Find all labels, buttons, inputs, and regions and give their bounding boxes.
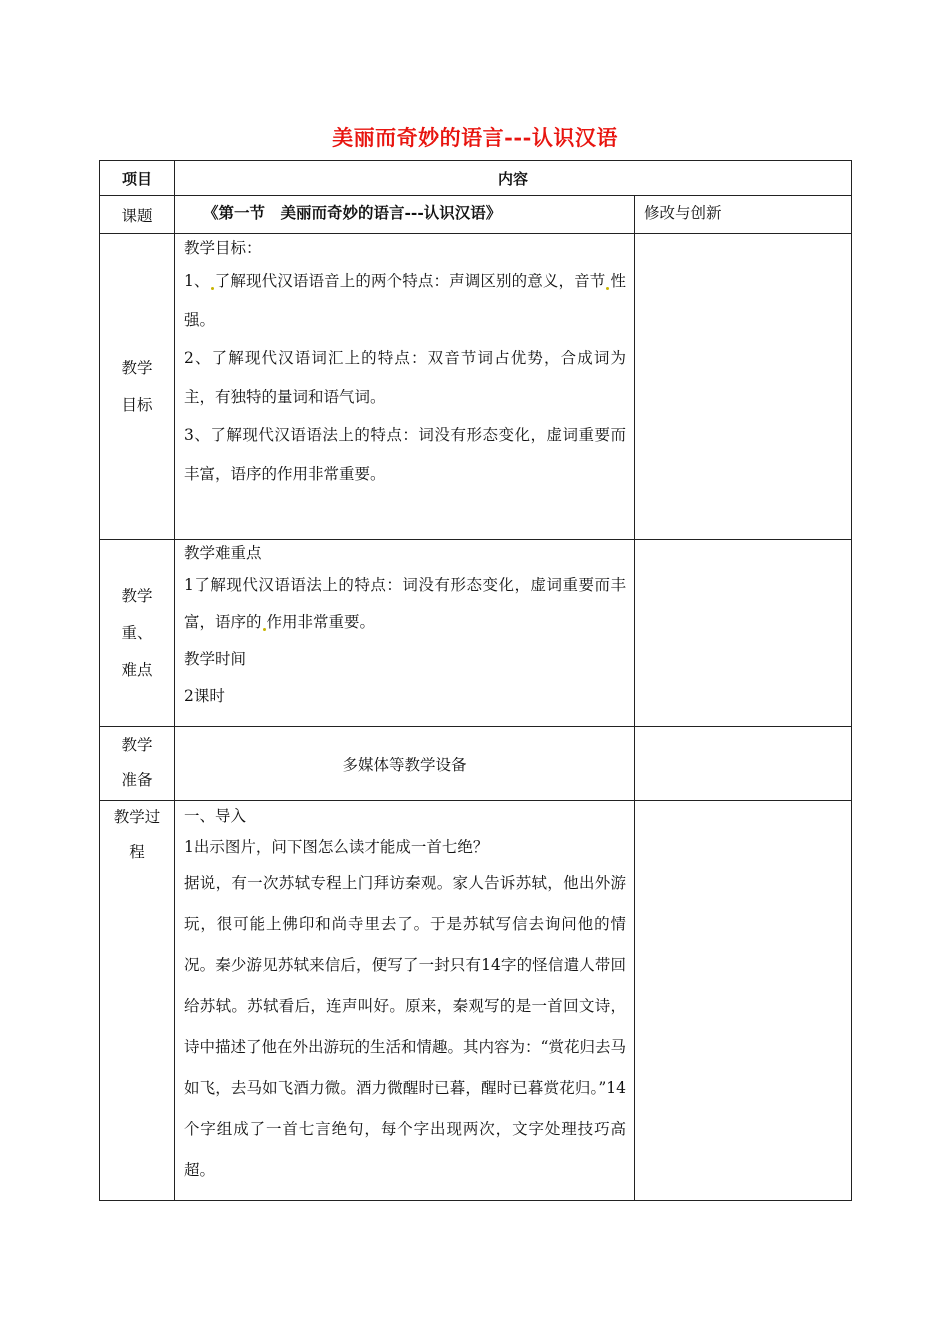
time-heading: 教学时间 bbox=[184, 650, 247, 668]
document-title: 美丽而奇妙的语言---认识汉语 bbox=[332, 125, 618, 150]
goals-label-line2: 目标 bbox=[121, 395, 153, 414]
key-points-notes bbox=[635, 540, 852, 727]
process-label-line2: 程 bbox=[129, 843, 145, 861]
goals-item-3: 3、了解现代汉语语法上的特点：词没有形态变化，虚词重要而丰富，语序的作用非常重要。 bbox=[184, 426, 626, 483]
mark-dot-icon bbox=[606, 287, 609, 290]
key-points-item-1 bbox=[184, 567, 626, 641]
goals-row bbox=[100, 234, 852, 540]
mark-dot-icon bbox=[211, 287, 214, 290]
process-notes bbox=[635, 801, 852, 1201]
prep-label bbox=[100, 727, 175, 801]
process-story: 据说，有一次苏轼专程上门拜访秦观。家人告诉苏轼，他出外游玩，很可能上佛印和尚寺里去了。于是苏轼写信去询问他的情况。秦少游见苏轼来信后，便写了一封只有14字的怪信遣人带回给苏轼。苏轼看后，连声叫好。原来，秦观写的是一首回文诗，诗中描述了他在外出游玩的生活和情趣。其内容为：“赏花归去马如飞，去马如飞酒力微。酒力微醒时已暮，醒时已暮赏花归。”14个字组成了一首七言绝句，每个字出现两次，文字处理技巧高超。 bbox=[184, 874, 626, 1179]
process-content bbox=[175, 801, 635, 1201]
header-row bbox=[100, 161, 852, 196]
goals-notes bbox=[635, 234, 852, 540]
goals-item-1 bbox=[184, 262, 626, 339]
process-step-1: 1出示图片，问下图怎么读才能成一首七绝？ bbox=[184, 838, 489, 856]
prep-row bbox=[100, 727, 852, 801]
topic-value: 《第一节 美丽而奇妙的语言---认识汉语》 bbox=[175, 196, 635, 234]
time-value: 2课时 bbox=[184, 687, 225, 705]
prep-value: 多媒体等教学设备 bbox=[175, 727, 635, 801]
topic-label: 课题 bbox=[100, 196, 175, 234]
goals-content bbox=[175, 234, 635, 540]
key-points-label-line3: 难点 bbox=[121, 660, 153, 679]
goals-item-1-text2: 声调区别的意义，音节 bbox=[449, 272, 606, 290]
header-item: 项目 bbox=[100, 161, 175, 196]
prep-notes bbox=[635, 727, 852, 801]
key-points-label bbox=[100, 540, 175, 727]
goals-label-line1: 教学 bbox=[121, 358, 153, 377]
goals-item-1-text3: 性强。 bbox=[184, 272, 626, 329]
header-content: 内容 bbox=[175, 161, 852, 196]
key-points-row bbox=[100, 540, 852, 727]
key-points-content bbox=[175, 540, 635, 727]
revise-label: 修改与创新 bbox=[635, 196, 852, 234]
mark-dot-icon bbox=[263, 628, 266, 631]
goals-item-1-number: 1、 bbox=[184, 272, 210, 290]
prep-label-line1: 教学 bbox=[121, 736, 153, 754]
process-heading: 一、导入 bbox=[184, 807, 247, 825]
key-points-label-line1: 教学 bbox=[121, 586, 153, 605]
prep-label-line2: 准备 bbox=[121, 771, 153, 789]
process-label-line1: 教学过 bbox=[113, 808, 161, 826]
goals-label bbox=[100, 234, 175, 540]
key-points-heading: 教学难重点 bbox=[184, 544, 262, 562]
goals-heading: 教学目标： bbox=[184, 239, 262, 257]
key-points-item-1-text2: 作用非常重要。 bbox=[266, 613, 376, 631]
process-label bbox=[100, 801, 175, 1201]
goals-item-1-text: 了解现代汉语语音上的两个特点： bbox=[214, 272, 450, 290]
key-points-label-line2: 重、 bbox=[121, 623, 153, 642]
lesson-plan-table bbox=[99, 160, 852, 1201]
process-row bbox=[100, 801, 852, 1201]
topic-row bbox=[100, 196, 852, 234]
goals-item-2: 2、了解现代汉语词汇上的特点：双音节词占优势，合成词为主，有独特的量词和语气词。 bbox=[184, 349, 626, 406]
key-points-item-1-text: 1了解现代汉语语法上的特点：词没有形态变化，虚词重要而丰富，语序的 bbox=[184, 576, 626, 631]
